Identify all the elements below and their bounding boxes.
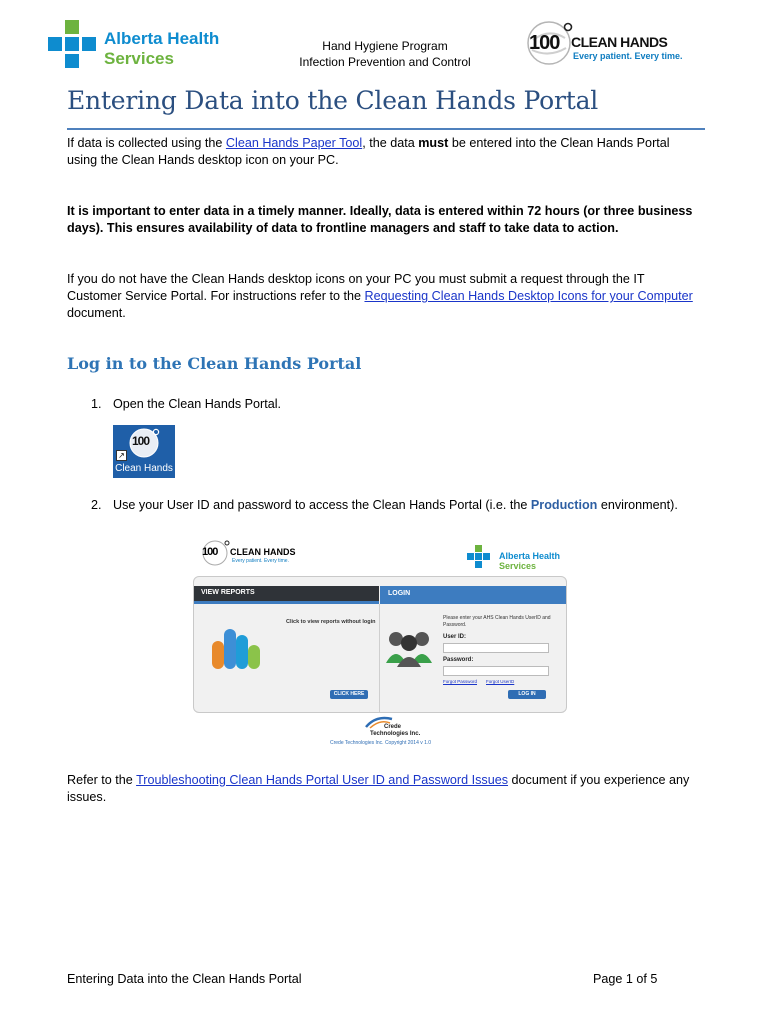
portal-ch-text: CLEAN HANDS (230, 547, 296, 557)
view-reports-accent (194, 601, 379, 604)
intro-paragraph (67, 135, 717, 169)
ahs-logo-line1: Alberta Health (104, 29, 220, 48)
step-2-part2: environment). (597, 498, 678, 512)
portal-ahs-logo (467, 545, 567, 573)
clean-hands-desktop-icon[interactable] (113, 425, 175, 478)
program-line1: Hand Hygiene Program (322, 39, 448, 53)
step-2-part1: Use your User ID and password to access the Clean Hands Portal (i.e. the (113, 498, 531, 512)
clean-hands-text: CLEAN HANDS (571, 34, 668, 50)
crede-line2: Technologies Inc. (370, 731, 421, 737)
login-header (380, 586, 566, 604)
step-1-text: Open the Clean Hands Portal. (113, 397, 282, 411)
portal-ahs-cross-icon (467, 545, 491, 569)
clean-hands-100: 100 (529, 32, 560, 54)
ahs-logo (48, 20, 218, 68)
portal-ch-tagline: Every patient. Every time. (232, 558, 289, 564)
footer-right: Page 1 of 5 (593, 972, 658, 986)
password-label: Password: (443, 657, 474, 663)
paper-tool-link[interactable]: Clean Hands Paper Tool (225, 136, 363, 150)
desktop-icon-label: Clean Hands (115, 463, 173, 474)
bar-chart-icon (210, 625, 260, 669)
no-icons-line1: If you do not have the Clean Hands desktop icons on your PC you must submit a request through the IT (67, 272, 645, 286)
view-reports-header (194, 586, 379, 601)
user-id-input[interactable] (443, 643, 549, 653)
login-prompt: Please enter your AHS Clean Hands UserID and Password. (443, 615, 551, 628)
program-line2: Infection Prevention and Control (299, 55, 471, 69)
section-heading: Log in to the Clean Hands Portal (67, 354, 362, 373)
login-label: LOGIN (388, 590, 411, 597)
clean-hands-logo (523, 18, 683, 68)
click-here-button[interactable]: CLICK HERE (330, 690, 368, 699)
forgot-userid-link[interactable]: Forgot UserID (486, 679, 515, 684)
user-id-label: User ID: (443, 634, 467, 640)
title-rule (67, 128, 705, 130)
no-icons-paragraph (67, 271, 727, 322)
page-title: Entering Data into the Clean Hands Portal (67, 86, 599, 115)
ahs-cross-icon (48, 20, 98, 68)
intro-part3: be entered into the Clean Hands Portal (448, 136, 670, 150)
troubleshoot-line2: issues. (67, 790, 107, 804)
portal-ahs-line1: Alberta Health (499, 551, 561, 561)
step-2-text (113, 497, 678, 514)
header-program (270, 38, 500, 70)
step-1-number: 1. (91, 397, 102, 411)
important-line1: It is important to enter data in a timely manner. Ideally, data is entered within 72 hours (or three business (67, 204, 693, 218)
users-icon (384, 627, 436, 667)
troubleshoot-link[interactable]: Troubleshooting Clean Hands Portal User ID and Password Issues (136, 773, 509, 787)
portal-ch-100: 100 (202, 546, 218, 558)
crede-logo (358, 715, 428, 739)
troubleshoot-paragraph (67, 772, 727, 806)
log-in-button[interactable]: LOG IN (508, 690, 546, 699)
forgot-password-link[interactable]: Forgot Password (443, 679, 478, 684)
step-2-production: Production (530, 498, 598, 512)
intro-must: must (418, 136, 449, 150)
intro-part2: , the data (362, 136, 419, 150)
troubleshoot-part2: document if you experience any (508, 773, 690, 787)
no-icons-line2-part1: Customer Service Portal. For instructions refer to the (67, 289, 365, 303)
intro-part1: If data is collected using the (67, 136, 226, 150)
shortcut-arrow-icon: ↗ (116, 450, 127, 461)
panel-divider (379, 604, 380, 712)
troubleshoot-part1: Refer to the (67, 773, 137, 787)
requesting-icons-link[interactable]: Requesting Clean Hands Desktop Icons for your Computer (364, 289, 693, 303)
crede-line1: Crede (384, 724, 402, 730)
portal-ch-logo (200, 538, 310, 570)
intro-line2: using the Clean Hands desktop icon on your PC. (67, 153, 339, 167)
password-input[interactable] (443, 666, 549, 676)
clean-hands-tagline: Every patient. Every time. (573, 51, 683, 61)
view-reports-label: VIEW REPORTS (201, 589, 255, 596)
footer-left: Entering Data into the Clean Hands Portal (67, 972, 302, 986)
no-icons-line3: document. (67, 306, 126, 320)
desktop-icon-badge: 100 (132, 434, 150, 448)
important-paragraph (67, 203, 727, 237)
ahs-logo-line2: Services (104, 49, 174, 68)
important-line2: days). This ensures availability of data to frontline managers and staff to take data to action. (67, 221, 619, 235)
crede-copyright: Crede Technologies Inc. Copyright 2014 v 1.0 (330, 740, 432, 746)
step-2-number: 2. (91, 498, 102, 512)
portal-ahs-line2: Services (499, 561, 537, 571)
portal-login-panel (193, 576, 567, 713)
click-view-text: Click to view reports without login (286, 619, 376, 625)
